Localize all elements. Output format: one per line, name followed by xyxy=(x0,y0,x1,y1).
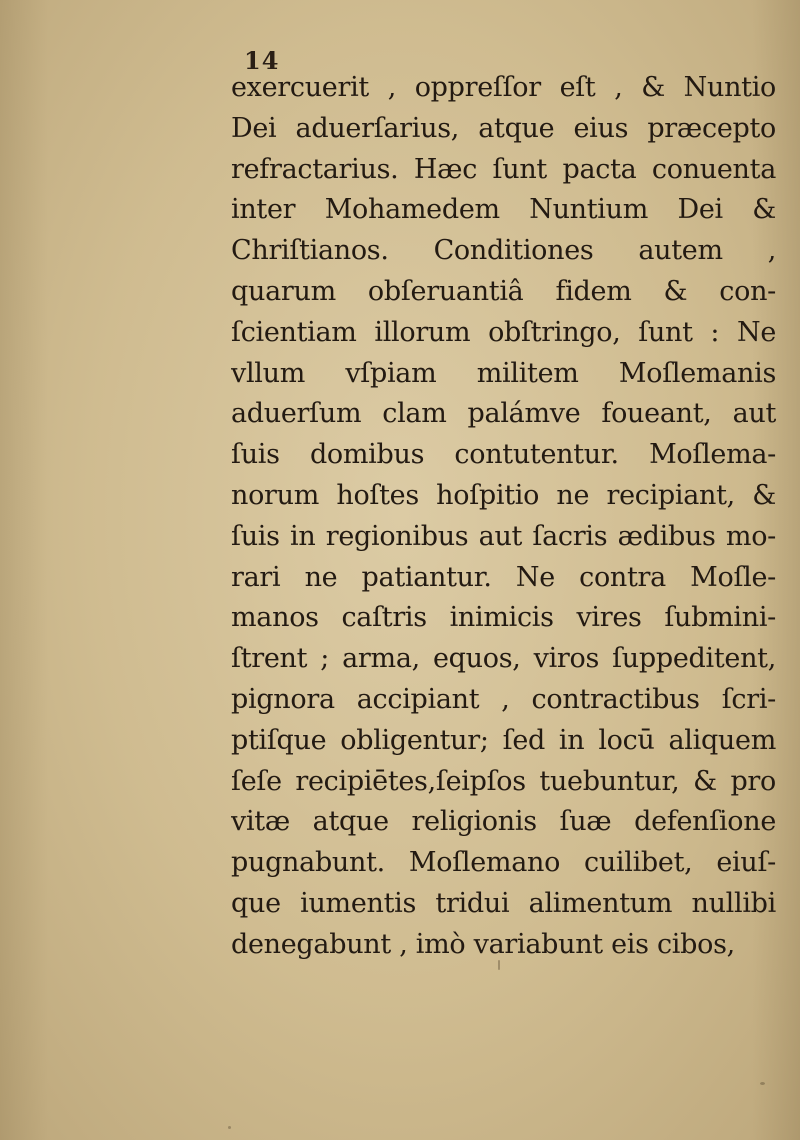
text-line: exercuerit , oppreſſor eſt , & Nuntio xyxy=(231,72,776,103)
text-line: ſtrent ; arma, equos, viros ſuppeditent, xyxy=(231,643,776,675)
text-line: que iumentis tridui alimentum nullibi xyxy=(231,887,776,919)
text-line: ſuis domibus contutentur. Moſlema- xyxy=(231,439,776,471)
text-line: vitæ atque religionis ſuæ defenſione xyxy=(231,806,776,838)
text-line: inter Mohamedem Nuntium Dei & xyxy=(231,194,776,226)
text-line: norum hoſtes hoſpitio ne recipiant, & xyxy=(231,479,776,511)
text-line: pugnabunt. Moſlemano cuilibet, eiuſ- xyxy=(231,847,776,879)
paper-speck xyxy=(760,1082,765,1085)
paper-speck xyxy=(228,1126,231,1129)
text-line: ſcientiam illorum obſtringo, ſunt : Ne xyxy=(231,316,776,348)
page-number: 14 xyxy=(244,46,280,75)
paper-speck xyxy=(498,960,500,970)
text-line: rari ne patiantur. Ne contra Moſle- xyxy=(231,561,776,593)
text-line: ſeſe recipiētes,ſeipſos tuebuntur, & pro xyxy=(231,765,776,797)
text-line: ſuis in regionibus aut ſacris ædibus mo- xyxy=(231,520,776,552)
text-line: aduerſum clam palámve foueant, aut xyxy=(231,398,776,430)
body-text xyxy=(231,68,776,966)
text-line: quarum obſeruantiâ fidem & con- xyxy=(231,275,776,307)
text-line: ptiſque obligentur; ſed in locū aliquem xyxy=(231,724,776,756)
text-line: Dei aduerſarius, atque eius præcepto xyxy=(231,112,776,144)
text-line: Chriſtianos. Conditiones autem , xyxy=(231,235,776,267)
text-line: vllum vſpiam militem Moſlemanis xyxy=(231,357,776,389)
text-line: pignora accipiant , contractibus ſcri- xyxy=(231,683,776,715)
text-line: refractarius. Hæc ſunt pacta conuenta xyxy=(231,153,776,185)
text-line: denegabunt , imò variabunt eis cibos, xyxy=(231,928,735,960)
text-line: manos caſtris inimicis vires ſubmini- xyxy=(231,602,776,634)
